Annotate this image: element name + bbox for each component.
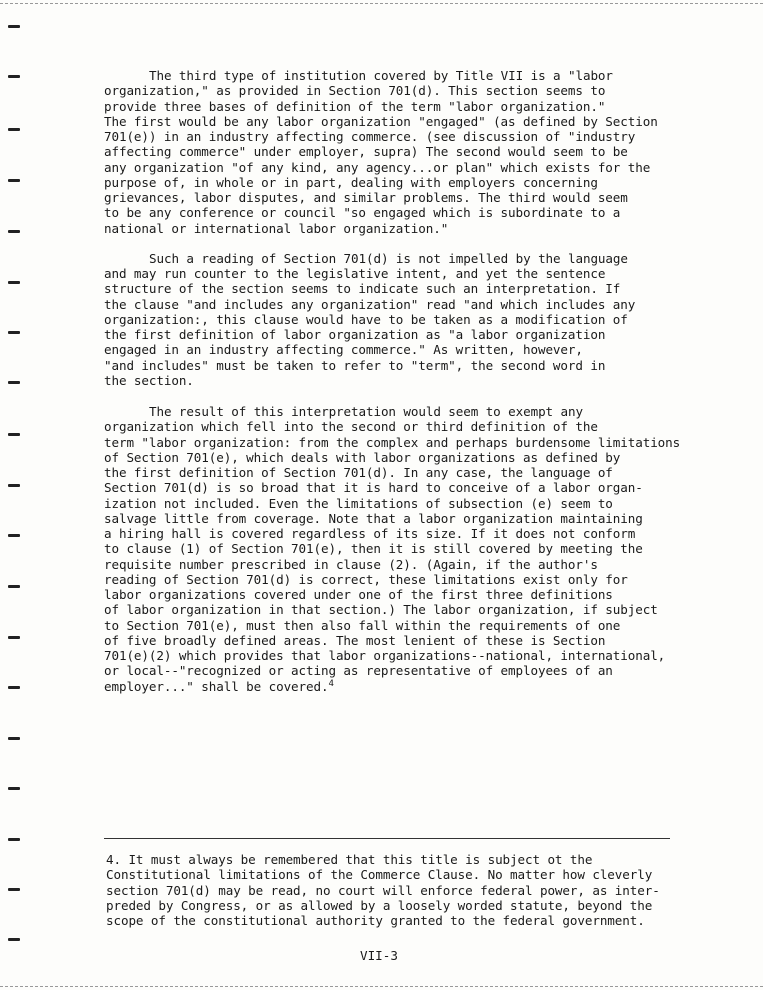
footnote-text: It must always be remembered that this title is subject ot the Constitutional limitations of the Commerce Clause. No matter how cleverly section 701(d) may be read, no court will enforce federal power, as inter- preded by Congress, or as allowed by a loosely worded statute, beyond the scope of the constitutional authority granted to the federal government. xyxy=(106,852,660,928)
paragraph-interpretation-result xyxy=(104,404,694,694)
footnote xyxy=(106,852,686,928)
margin-mark xyxy=(8,534,20,537)
scan-bottom-edge xyxy=(0,986,763,987)
margin-mark xyxy=(8,585,20,588)
margin-mark xyxy=(8,686,20,689)
margin-mark xyxy=(8,230,20,233)
margin-mark xyxy=(8,484,20,487)
paragraph-labor-organization-types: The third type of institution covered by Title VII is a "labor organization," as provided in Section 701(d). This section seems to provide three bases of definition of the term "labor organization." The first would be any labor organization "engaged" (as defined by Section 701(e)) in an industry affecting commerce. (see discussion of "industry affecting commerce" under employer, supra) The second would seem to be any organization "of any kind, any agency...or plan" which exists for the purpose of, in whole or in part, dealing with employers concerning grievances, labor disputes, and similar problems. The third would seem to be any conference or council "so engaged which is subordinate to a national or international labor organization." xyxy=(104,68,658,236)
body-text xyxy=(104,68,694,710)
footnote-reference: 4 xyxy=(328,678,334,689)
margin-mark xyxy=(8,331,20,334)
margin-mark xyxy=(8,25,20,28)
margin-mark xyxy=(8,281,20,284)
margin-mark xyxy=(8,888,20,891)
paragraph-interpretation-text: The result of this interpretation would seem to exempt any organization which fell into the second or third definition of the term "labor organization: from the complex and perhaps burdensome limitations of Section 701(e), which deals with labor organizations as defined by the first definition of Section 701(d). In any case, the language of Section 701(d) is so broad that it is hard to conceive of a labor organ- ization not included. Even the limitations of subsection (e) seem to salvage little from coverage. Note that a labor organization maintaining a hiring hall is covered regardless of its size. If it does not conform to clause (1) of Section 701(e), then it is still covered by meeting the requisite number prescribed in clause (2). (Again, if the author's reading of Section 701(d) is correct, these limitations exist only for labor organizations covered under one of the first three definitions of labor organization in that section.) The labor organization, if subject to Section 701(e), must then also fall within the requirements of one of five broadly defined areas. The most lenient of these is Section 701(e)(2) which provides that labor organizations--national, international, or local--"recognized or acting as representative of employees of an employer..." shall be covered. xyxy=(104,404,681,694)
footnote-separator xyxy=(104,838,670,839)
margin-mark xyxy=(8,636,20,639)
margin-mark xyxy=(8,75,20,78)
margin-mark xyxy=(8,433,20,436)
margin-mark xyxy=(8,838,20,841)
margin-mark xyxy=(8,381,20,384)
margin-mark xyxy=(8,179,20,182)
margin-mark xyxy=(8,938,20,941)
footnote-number: 4. xyxy=(106,852,121,867)
margin-mark xyxy=(8,787,20,790)
margin-mark xyxy=(8,737,20,740)
page-number: VII-3 xyxy=(360,948,398,963)
scan-top-edge xyxy=(0,3,763,4)
margin-mark xyxy=(8,128,20,131)
paragraph-section-reading: Such a reading of Section 701(d) is not impelled by the language and may run counter to the legislative intent, and yet the sentence structure of the section seems to indicate such an interpretation. If the clause "and includes any organization" read "and which includes any organization:, this clause would have to be taken as a modification of the first definition of labor organization as "a labor organization engaged in an industry affecting commerce." As written, however, "and includes" must be taken to refer to "term", the second word in the section. xyxy=(104,250,636,388)
